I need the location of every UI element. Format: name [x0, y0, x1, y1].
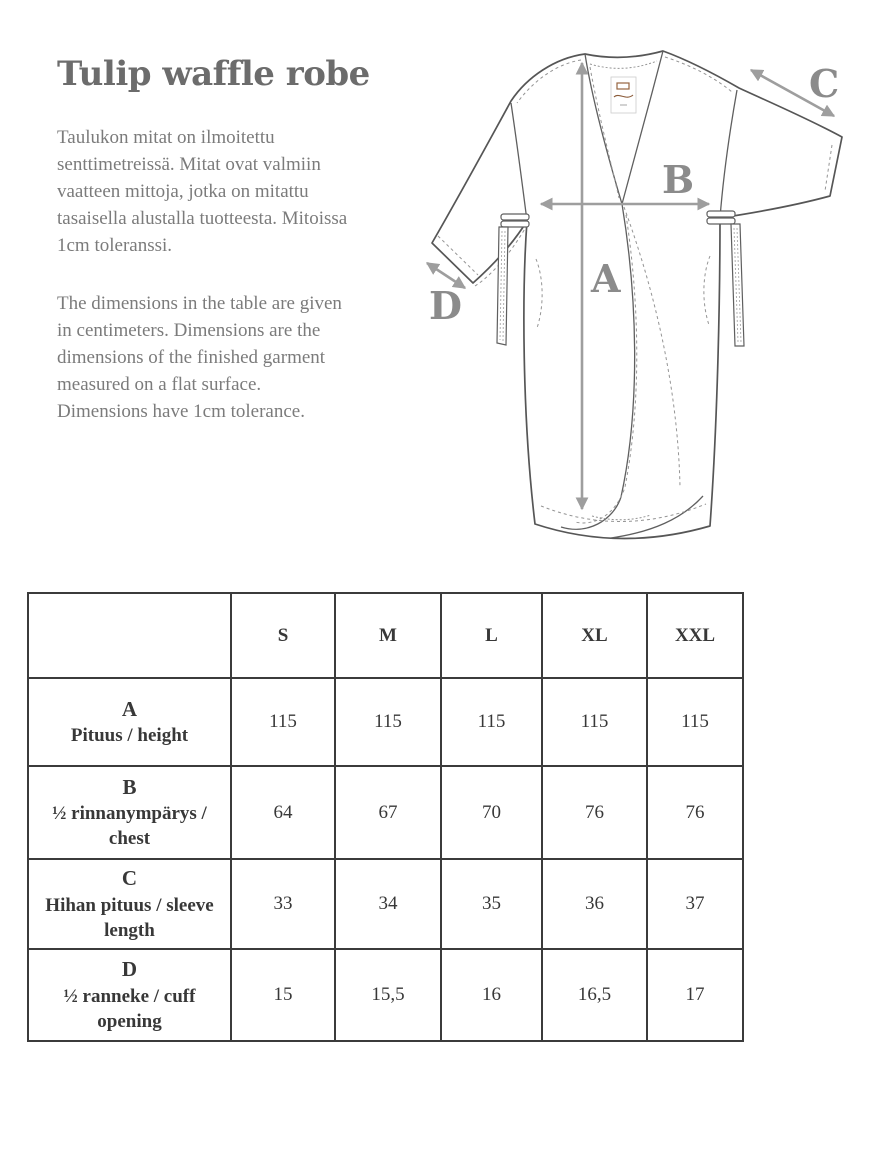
row-label: [28, 859, 231, 949]
size-cell: 64: [231, 766, 335, 859]
size-col-xl: XL: [542, 593, 647, 678]
table-row-height: [28, 678, 743, 766]
size-col-l: L: [441, 593, 542, 678]
size-cell: 36: [542, 859, 647, 949]
size-col-s: S: [231, 593, 335, 678]
dimension-label-d: D: [429, 283, 462, 328]
size-cell: 15: [231, 949, 335, 1041]
intro-fi-line: 1cm toleranssi.: [57, 235, 173, 256]
row-letter: D: [121, 957, 138, 982]
row-letter: C: [121, 866, 138, 891]
intro-paragraph-english: [57, 290, 417, 425]
intro-fi-line: tasaisella alustalla tuotteesta. Mitoissa: [57, 208, 348, 229]
row-letter: B: [122, 774, 137, 799]
intro-en-line: measured on a flat surface.: [57, 374, 262, 395]
intro-paragraph-finnish: [57, 124, 417, 259]
page-title: Tulip waffle robe: [57, 54, 370, 94]
robe-silhouette: [432, 51, 842, 539]
size-cell: 115: [542, 678, 647, 766]
table-row-sleeve: [28, 859, 743, 949]
size-cell: 115: [441, 678, 542, 766]
intro-en-line: in centimeters. Dimensions are the: [57, 320, 321, 341]
intro-en-line: dimensions of the finished garment: [57, 347, 326, 368]
row-label: [28, 766, 231, 859]
size-cell: 115: [647, 678, 743, 766]
size-table: [27, 592, 744, 1042]
size-cell: 33: [231, 859, 335, 949]
row-sublabel: ½ rinnanympärys / chest: [52, 803, 207, 850]
size-cell: 35: [441, 859, 542, 949]
size-col-m: M: [335, 593, 441, 678]
size-table-header-row: [28, 593, 743, 678]
intro-fi-line: Taulukon mitat on ilmoitettu: [57, 127, 275, 148]
size-cell: 76: [542, 766, 647, 859]
size-cell: 16: [441, 949, 542, 1041]
size-cell: 115: [335, 678, 441, 766]
intro-fi-line: vaatteen mittoja, jotka on mitattu: [57, 181, 309, 202]
size-table-corner: [28, 593, 231, 678]
robe-diagram: [415, 35, 865, 550]
row-letter: A: [121, 696, 138, 721]
size-cell: 17: [647, 949, 743, 1041]
size-cell: 37: [647, 859, 743, 949]
dimension-label-a: A: [591, 256, 621, 301]
intro-fi-line: senttimetreissä. Mitat ovat valmiin: [57, 154, 321, 175]
row-sublabel: Hihan pituus / sleeve length: [45, 894, 214, 941]
row-label: [28, 949, 231, 1041]
dimension-label-c: C: [809, 61, 840, 106]
intro-en-line: The dimensions in the table are given: [57, 293, 342, 314]
size-cell: 15,5: [335, 949, 441, 1041]
size-col-xxl: XXL: [647, 593, 743, 678]
dimension-label-b: B: [662, 157, 695, 202]
size-cell: 115: [231, 678, 335, 766]
size-cell: 76: [647, 766, 743, 859]
row-label: [28, 678, 231, 766]
size-cell: 16,5: [542, 949, 647, 1041]
row-sublabel: ½ ranneke / cuff opening: [63, 985, 196, 1032]
size-cell: 34: [335, 859, 441, 949]
table-row-cuff: [28, 949, 743, 1041]
table-row-chest: [28, 766, 743, 859]
row-sublabel: Pituus / height: [70, 725, 189, 747]
intro-en-line: Dimensions have 1cm tolerance.: [57, 401, 305, 422]
size-cell: 70: [441, 766, 542, 859]
neck-brand-label: [611, 77, 636, 113]
size-cell: 67: [335, 766, 441, 859]
